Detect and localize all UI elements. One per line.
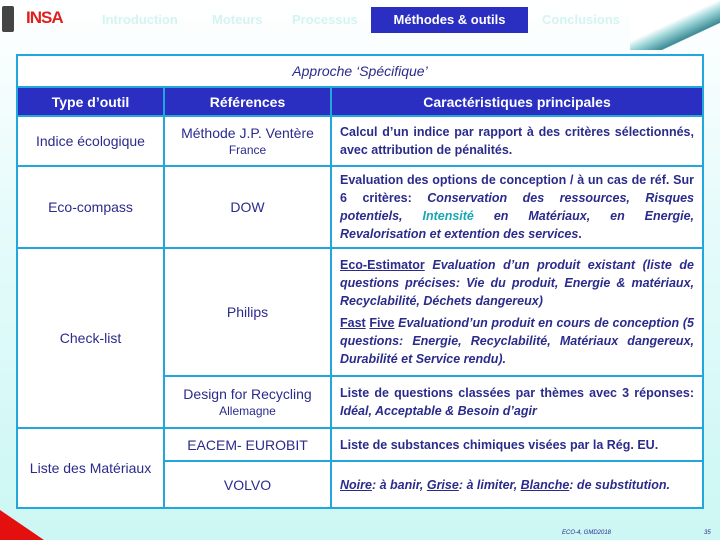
ref-cell (164, 376, 331, 428)
desc-term: Blanche (520, 477, 570, 492)
table-row (17, 116, 703, 166)
desc-text: Evaluation d’un produit existant (liste de questions précises: Vie du produit, Energie & matériaux, Recyclabilité, Déchets dangereux) (340, 258, 694, 308)
ref-subtext: France (228, 143, 267, 157)
desc-text: en Matériaux, en Energie, Revalorisation et extention des services (340, 209, 695, 241)
tab-moteurs[interactable]: Moteurs (212, 12, 263, 27)
desc-text: Evaluation des options de conception / à un cas de réf. Sur 6 critères: (340, 173, 694, 205)
desc-cell (331, 248, 703, 376)
ref-cell: DOW (164, 166, 331, 248)
desc-text: Idéal, Acceptable & Besoin d’agir (340, 404, 537, 418)
desc-text: : de substitution. (569, 477, 670, 492)
desc-cell (331, 166, 703, 248)
footer-course: ECO-4, GMD2018 (562, 530, 612, 536)
ref-cell: VOLVO (164, 461, 331, 508)
header-caracteristiques: Caractéristiques principales (331, 87, 703, 116)
page-number: 35 (704, 530, 711, 536)
tools-table (16, 54, 704, 509)
red-corner-decoration (0, 510, 44, 540)
type-cell: Check-list (17, 248, 164, 428)
tab-methodes-outils[interactable]: Méthodes & outils (371, 7, 528, 33)
desc-term: Noire (340, 477, 372, 492)
tab-conclusions[interactable]: Conclusions (542, 12, 621, 27)
table-row (17, 166, 703, 248)
ref-text: Design for Recycling (183, 386, 312, 402)
desc-term: Grise (426, 477, 459, 492)
ref-subtext: Allemagne (219, 404, 276, 418)
desc-text: Liste de questions classées par thèmes avec 3 réponses: (340, 386, 694, 400)
header-references: Références (164, 87, 331, 116)
university-crest-logo (2, 6, 14, 32)
desc-cell: Liste de substances chimiques visées par la Rég. EU. (331, 428, 703, 461)
corner-decoration (630, 0, 720, 50)
desc-highlight: Intensité (422, 209, 474, 223)
type-cell: Eco-compass (17, 166, 164, 248)
ref-text: Méthode J.P. Ventère (181, 125, 314, 141)
eco-estimator-link[interactable]: Eco-Estimator (340, 258, 425, 272)
desc-text: : à banir, (371, 477, 427, 492)
desc-text: Evaluationd’un produit en cours de conception (5 questions: Energie, Recyclabilité, Matériaux dangereux, Durabilité et Service rendu). (340, 316, 695, 366)
desc-text: . (578, 227, 582, 241)
fast-link[interactable]: Fast (340, 316, 366, 330)
header-type: Type d’outil (17, 87, 164, 116)
desc-cell (331, 376, 703, 428)
table-title: Approche ‘Spécifique’ (17, 55, 703, 87)
desc-text: Conservation des ressources, Risques potentiels, (340, 191, 694, 223)
insa-logo: INSA (26, 8, 63, 27)
tab-processus[interactable]: Processus (292, 12, 358, 27)
five-link[interactable]: Five (369, 316, 395, 330)
tab-introduction[interactable]: Introduction (102, 12, 178, 27)
desc-text: : à limiter, (458, 477, 521, 492)
desc-cell: Calcul d’un indice par rapport à des critères sélectionnés, avec attribution de pénalités. (331, 116, 703, 166)
ref-cell (164, 116, 331, 166)
type-cell: Indice écologique (17, 116, 164, 166)
type-cell: Liste des Matériaux (17, 428, 164, 508)
desc-cell (331, 461, 703, 508)
table-row (17, 428, 703, 461)
table-row (17, 248, 703, 376)
ref-cell: EACEM- EUROBIT (164, 428, 331, 461)
ref-cell: Philips (164, 248, 331, 376)
